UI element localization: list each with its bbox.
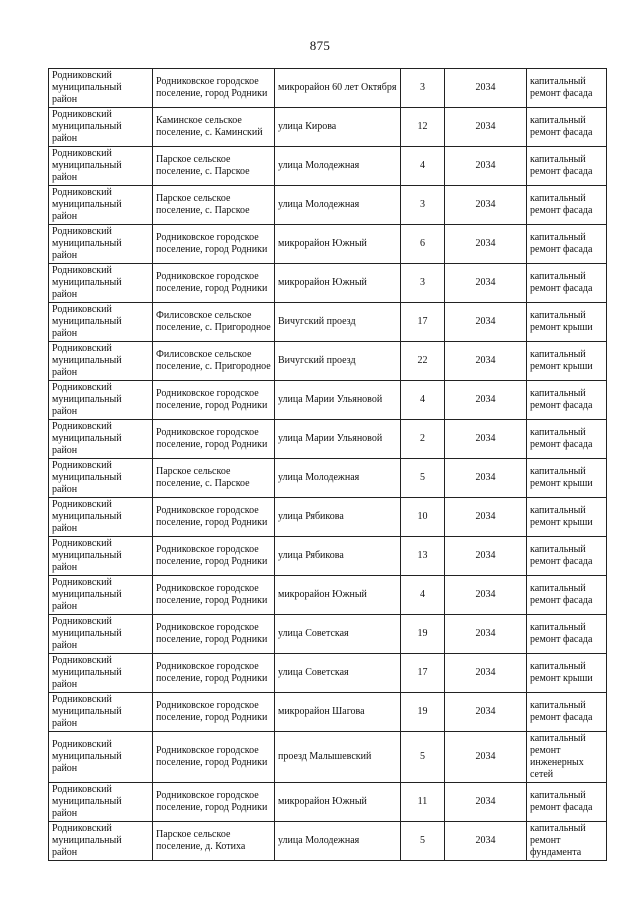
street-cell: улица Марии Ульяновой: [275, 420, 401, 459]
house-number-cell: 3: [401, 264, 445, 303]
house-number-cell: 17: [401, 654, 445, 693]
district-cell: Родниковский муниципальный район: [49, 576, 153, 615]
work-type-cell: капитальный ремонт фундамента: [527, 822, 607, 861]
settlement-cell: Родниковское городское поселение, город Родники: [153, 537, 275, 576]
year-cell: 2034: [445, 303, 527, 342]
year-cell: 2034: [445, 576, 527, 615]
settlement-cell: Родниковское городское поселение, город Родники: [153, 381, 275, 420]
table-row: [49, 693, 607, 732]
settlement-cell: Родниковское городское поселение, город Родники: [153, 783, 275, 822]
district-cell: Родниковский муниципальный район: [49, 732, 153, 783]
table-row: [49, 225, 607, 264]
settlement-cell: Парское сельское поселение, с. Парское: [153, 459, 275, 498]
table-row: [49, 459, 607, 498]
year-cell: 2034: [445, 186, 527, 225]
street-cell: Вичугский проезд: [275, 342, 401, 381]
district-cell: Родниковский муниципальный район: [49, 186, 153, 225]
table-row: [49, 732, 607, 783]
house-number-cell: 6: [401, 225, 445, 264]
district-cell: Родниковский муниципальный район: [49, 615, 153, 654]
settlement-cell: Родниковское городское поселение, город Родники: [153, 264, 275, 303]
house-number-cell: 10: [401, 498, 445, 537]
district-cell: Родниковский муниципальный район: [49, 498, 153, 537]
settlement-cell: Парское сельское поселение, с. Парское: [153, 147, 275, 186]
work-type-cell: капитальный ремонт фасада: [527, 69, 607, 108]
house-number-cell: 4: [401, 147, 445, 186]
street-cell: микрорайон Южный: [275, 225, 401, 264]
district-cell: Родниковский муниципальный район: [49, 303, 153, 342]
house-number-cell: 19: [401, 693, 445, 732]
house-number-cell: 4: [401, 381, 445, 420]
street-cell: улица Советская: [275, 654, 401, 693]
street-cell: микрорайон Южный: [275, 783, 401, 822]
house-number-cell: 12: [401, 108, 445, 147]
house-number-cell: 5: [401, 459, 445, 498]
street-cell: улица Советская: [275, 615, 401, 654]
district-cell: Родниковский муниципальный район: [49, 108, 153, 147]
settlement-cell: Родниковское городское поселение, город Родники: [153, 498, 275, 537]
house-number-cell: 5: [401, 732, 445, 783]
work-type-cell: капитальный ремонт фасада: [527, 420, 607, 459]
street-cell: микрорайон Южный: [275, 264, 401, 303]
house-number-cell: 19: [401, 615, 445, 654]
house-number-cell: 11: [401, 783, 445, 822]
year-cell: 2034: [445, 498, 527, 537]
house-number-cell: 22: [401, 342, 445, 381]
settlement-cell: Родниковское городское поселение, город Родники: [153, 420, 275, 459]
settlement-cell: Парское сельское поселение, д. Котиха: [153, 822, 275, 861]
work-type-cell: капитальный ремонт крыши: [527, 342, 607, 381]
work-type-cell: капитальный ремонт фасада: [527, 615, 607, 654]
street-cell: улица Марии Ульяновой: [275, 381, 401, 420]
page-number: 875: [309, 38, 331, 53]
table-row: [49, 537, 607, 576]
repair-schedule-table: [48, 68, 607, 861]
work-type-cell: капитальный ремонт крыши: [527, 654, 607, 693]
table-row: [49, 783, 607, 822]
street-cell: улица Молодежная: [275, 459, 401, 498]
street-cell: улица Молодежная: [275, 822, 401, 861]
district-cell: Родниковский муниципальный район: [49, 822, 153, 861]
house-number-cell: 4: [401, 576, 445, 615]
year-cell: 2034: [445, 108, 527, 147]
house-number-cell: 2: [401, 420, 445, 459]
work-type-cell: капитальный ремонт фасада: [527, 537, 607, 576]
settlement-cell: Родниковское городское поселение, город Родники: [153, 654, 275, 693]
house-number-cell: 13: [401, 537, 445, 576]
street-cell: микрорайон Южный: [275, 576, 401, 615]
work-type-cell: капитальный ремонт крыши: [527, 303, 607, 342]
work-type-cell: капитальный ремонт крыши: [527, 498, 607, 537]
street-cell: улица Молодежная: [275, 147, 401, 186]
street-cell: микрорайон Шагова: [275, 693, 401, 732]
work-type-cell: капитальный ремонт фасада: [527, 381, 607, 420]
settlement-cell: Филисовское сельское поселение, с. Пригородное: [153, 342, 275, 381]
work-type-cell: капитальный ремонт фасада: [527, 147, 607, 186]
district-cell: Родниковский муниципальный район: [49, 420, 153, 459]
year-cell: 2034: [445, 693, 527, 732]
year-cell: 2034: [445, 381, 527, 420]
year-cell: 2034: [445, 654, 527, 693]
district-cell: Родниковский муниципальный район: [49, 783, 153, 822]
year-cell: 2034: [445, 342, 527, 381]
table-row: [49, 69, 607, 108]
district-cell: Родниковский муниципальный район: [49, 693, 153, 732]
table-row: [49, 303, 607, 342]
district-cell: Родниковский муниципальный район: [49, 381, 153, 420]
district-cell: Родниковский муниципальный район: [49, 459, 153, 498]
settlement-cell: Филисовское сельское поселение, с. Пригородное: [153, 303, 275, 342]
year-cell: 2034: [445, 147, 527, 186]
house-number-cell: 3: [401, 186, 445, 225]
work-type-cell: капитальный ремонт фасада: [527, 576, 607, 615]
year-cell: 2034: [445, 225, 527, 264]
year-cell: 2034: [445, 537, 527, 576]
year-cell: 2034: [445, 615, 527, 654]
street-cell: Вичугский проезд: [275, 303, 401, 342]
work-type-cell: капитальный ремонт фасада: [527, 108, 607, 147]
district-cell: Родниковский муниципальный район: [49, 69, 153, 108]
year-cell: 2034: [445, 420, 527, 459]
settlement-cell: Родниковское городское поселение, город Родники: [153, 693, 275, 732]
street-cell: проезд Малышевский: [275, 732, 401, 783]
work-type-cell: капитальный ремонт фасада: [527, 693, 607, 732]
work-type-cell: капитальный ремонт фасада: [527, 783, 607, 822]
house-number-cell: 5: [401, 822, 445, 861]
year-cell: 2034: [445, 264, 527, 303]
settlement-cell: Родниковское городское поселение, город Родники: [153, 732, 275, 783]
year-cell: 2034: [445, 69, 527, 108]
table-row: [49, 381, 607, 420]
settlement-cell: Родниковское городское поселение, город Родники: [153, 225, 275, 264]
year-cell: 2034: [445, 783, 527, 822]
settlement-cell: Каминское сельское поселение, с. Каминский: [153, 108, 275, 147]
table-row: [49, 147, 607, 186]
district-cell: Родниковский муниципальный район: [49, 537, 153, 576]
district-cell: Родниковский муниципальный район: [49, 147, 153, 186]
street-cell: улица Рябикова: [275, 498, 401, 537]
year-cell: 2034: [445, 459, 527, 498]
table-row: [49, 654, 607, 693]
settlement-cell: Родниковское городское поселение, город Родники: [153, 576, 275, 615]
year-cell: 2034: [445, 732, 527, 783]
street-cell: улица Молодежная: [275, 186, 401, 225]
street-cell: улица Кирова: [275, 108, 401, 147]
table-row: [49, 342, 607, 381]
house-number-cell: 17: [401, 303, 445, 342]
district-cell: Родниковский муниципальный район: [49, 654, 153, 693]
table-row: [49, 615, 607, 654]
table-body: [49, 69, 607, 861]
work-type-cell: капитальный ремонт фасада: [527, 186, 607, 225]
street-cell: улица Рябикова: [275, 537, 401, 576]
settlement-cell: Родниковское городское поселение, город Родники: [153, 615, 275, 654]
settlement-cell: Парское сельское поселение, с. Парское: [153, 186, 275, 225]
street-cell: микрорайон 60 лет Октября: [275, 69, 401, 108]
settlement-cell: Родниковское городское поселение, город Родники: [153, 69, 275, 108]
house-number-cell: 3: [401, 69, 445, 108]
table-row: [49, 498, 607, 537]
table-row: [49, 576, 607, 615]
district-cell: Родниковский муниципальный район: [49, 264, 153, 303]
table-row: [49, 420, 607, 459]
work-type-cell: капитальный ремонт фасада: [527, 225, 607, 264]
work-type-cell: капитальный ремонт фасада: [527, 264, 607, 303]
work-type-cell: капитальный ремонт инженерных сетей: [527, 732, 607, 783]
table-row: [49, 264, 607, 303]
year-cell: 2034: [445, 822, 527, 861]
table-row: [49, 108, 607, 147]
district-cell: Родниковский муниципальный район: [49, 342, 153, 381]
table-row: [49, 822, 607, 861]
table-row: [49, 186, 607, 225]
district-cell: Родниковский муниципальный район: [49, 225, 153, 264]
work-type-cell: капитальный ремонт крыши: [527, 459, 607, 498]
